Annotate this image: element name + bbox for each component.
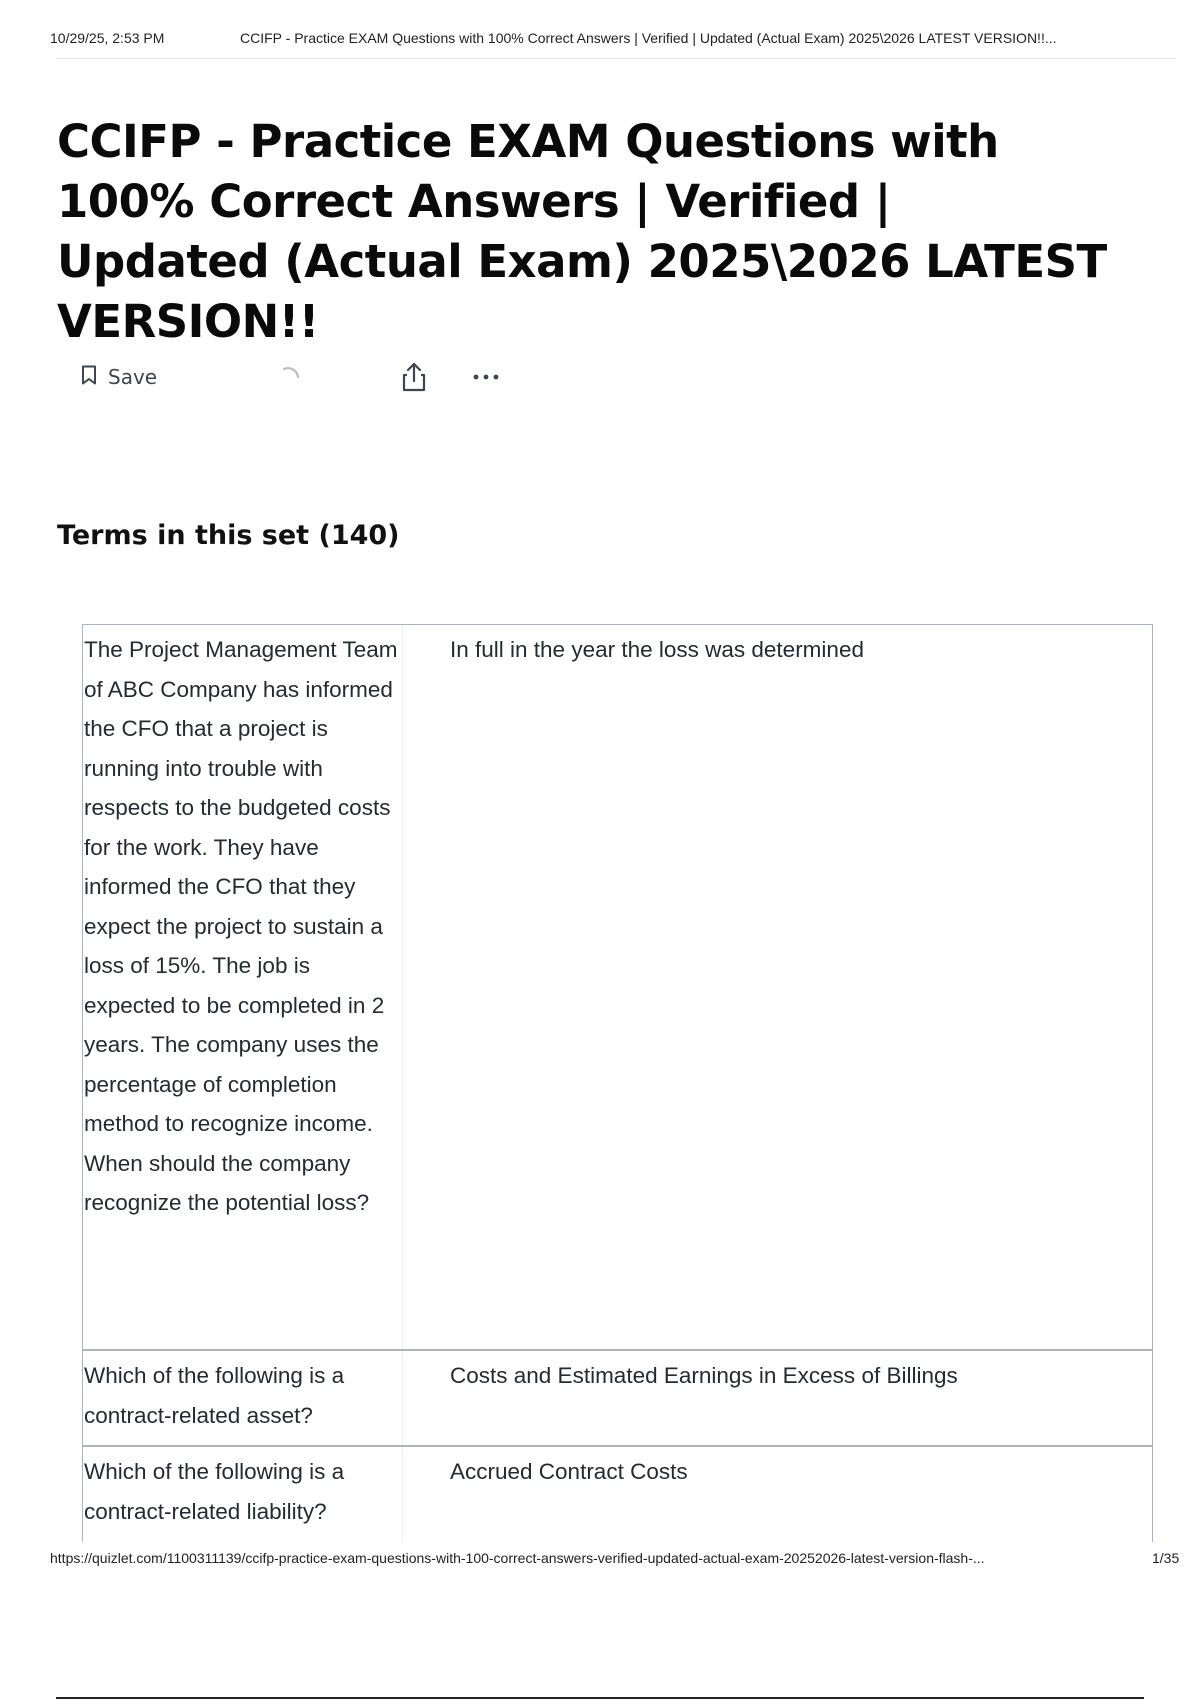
print-doc-title: CCIFP - Practice EXAM Questions with 100% Correct Answers | Verified | Updated (Actual Exam) 2025\2026 LATEST VERSION!!... <box>240 30 1057 46</box>
bookmark-icon <box>80 364 98 391</box>
print-datetime: 10/29/25, 2:53 PM <box>50 30 165 46</box>
term-card[interactable] <box>82 1350 1153 1447</box>
term-question: The Project Management Team of ABC Company has informed the CFO that a project is running into trouble with respects to the budgeted costs for the work. They have informed the CFO that they expect the project to sustain a loss of 15%. The job is expected to be completed in 2 years. The company uses the percentage of completion method to recognize income. When should the company recognize the potential loss? <box>83 625 403 1349</box>
term-answer: Costs and Estimated Earnings in Excess of Billings <box>450 1363 958 1388</box>
term-card[interactable] <box>82 624 1153 1351</box>
print-footer-url: https://quizlet.com/1100311139/ccifp-practice-exam-questions-with-100-correct-answers-verified-updated-actual-exam-20252026-latest-version-flash-... <box>50 1550 985 1566</box>
header-divider <box>56 58 1176 59</box>
save-label: Save <box>108 365 158 389</box>
page-title: CCIFP - Practice EXAM Questions with 100% Correct Answers | Verified | Updated (Actual Exam) 2025\2026 LATEST VERSION!! <box>57 115 1107 348</box>
term-answer: In full in the year the loss was determined <box>450 637 864 662</box>
print-header <box>0 0 1200 62</box>
term-question: Which of the following is a contract-related liability? <box>83 1447 403 1543</box>
term-card[interactable] <box>82 1446 1153 1543</box>
print-page-number: 1/35 <box>1152 1550 1180 1566</box>
loading-spinner-icon <box>278 364 302 388</box>
next-page-divider <box>56 1697 1144 1699</box>
term-answer: Accrued Contract Costs <box>450 1459 688 1484</box>
more-options-icon[interactable] <box>466 360 506 394</box>
share-icon[interactable] <box>398 360 430 394</box>
save-button[interactable] <box>80 360 157 394</box>
terms-heading: Terms in this set (140) <box>57 520 400 551</box>
terms-list <box>82 624 1153 1543</box>
term-question: Which of the following is a contract-related asset? <box>83 1351 403 1445</box>
set-actions-bar <box>80 360 520 394</box>
